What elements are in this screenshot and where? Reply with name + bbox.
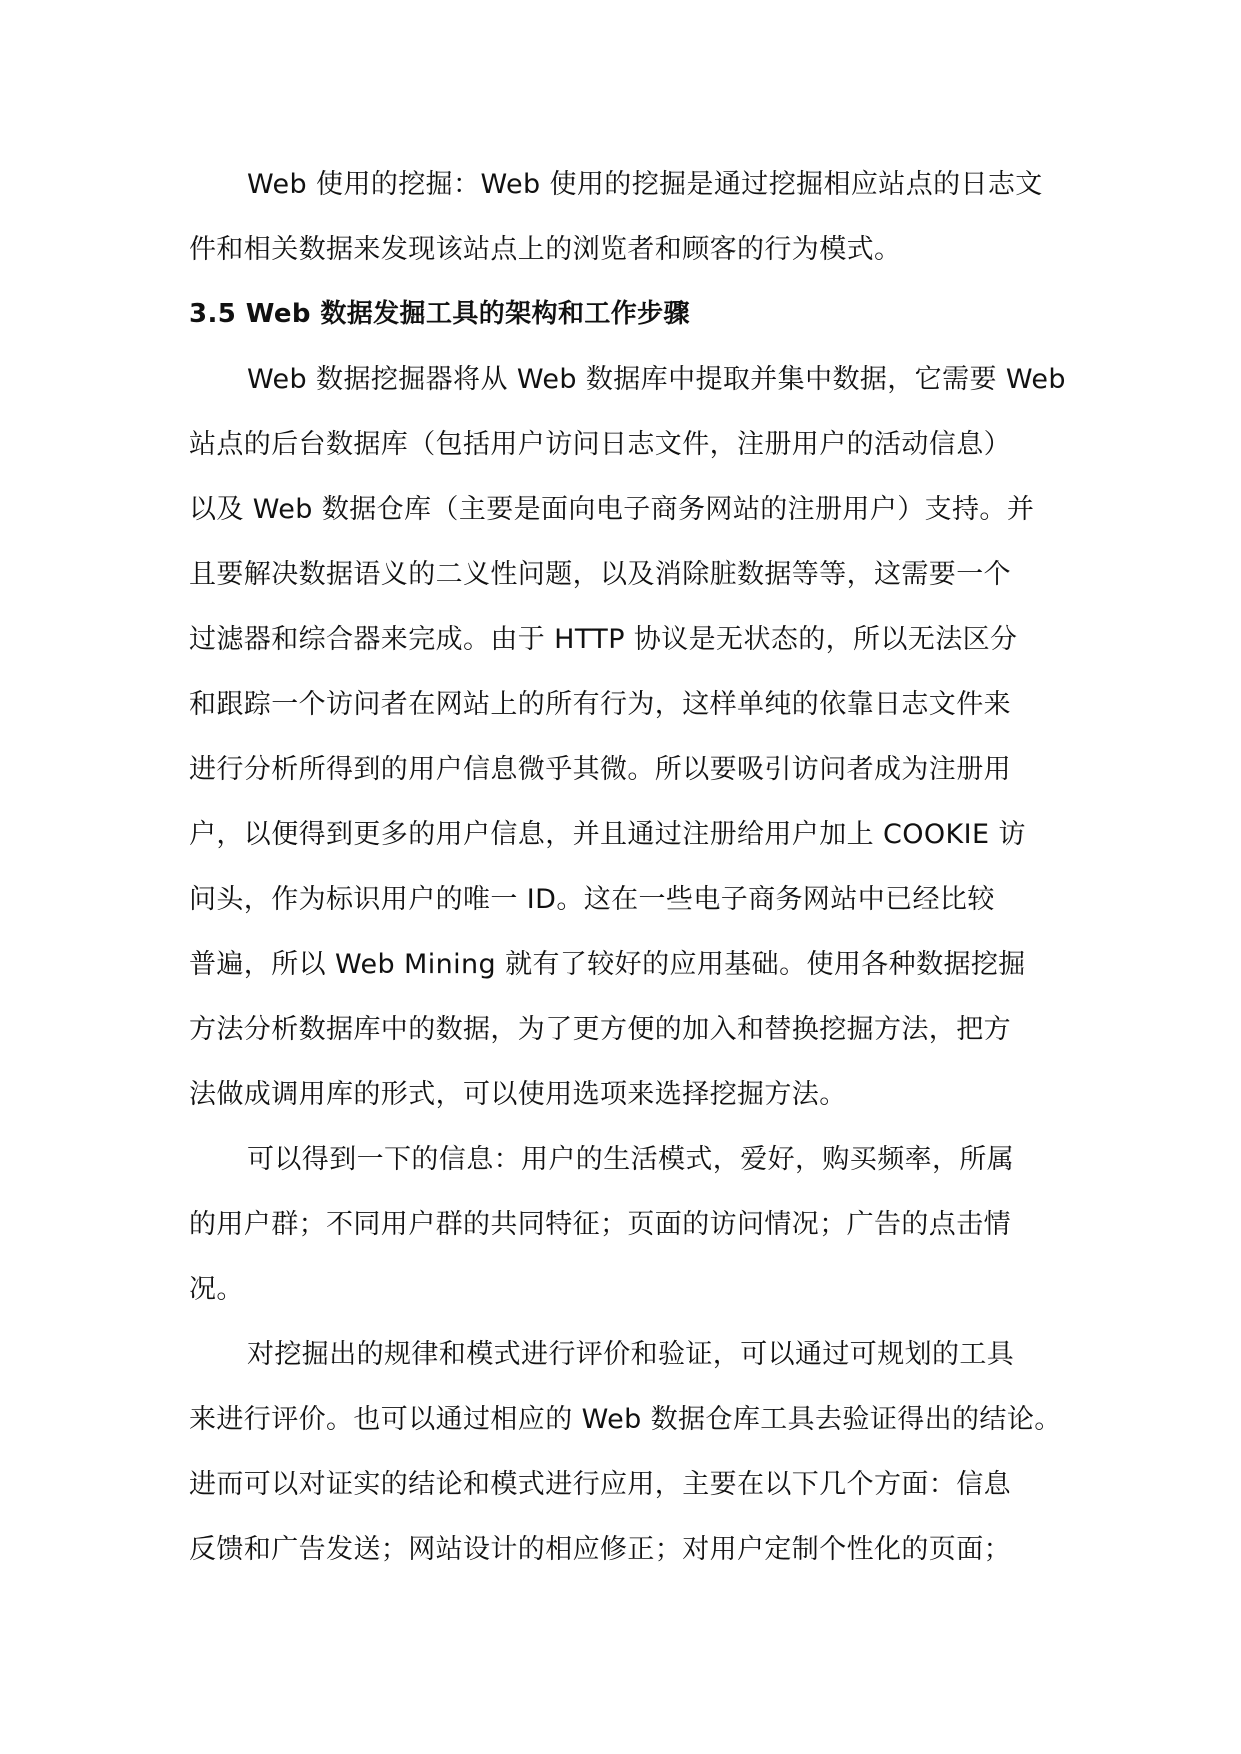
text-line: 进行分析所得到的用户信息微乎其微。所以要吸引访问者成为注册用 [189, 754, 1011, 785]
text-line: Web 使用的挖掘：Web 使用的挖掘是通过挖掘相应站点的日志文 [247, 169, 1043, 200]
text-line: 问头，作为标识用户的唯一 ID。这在一些电子商务网站中已经比较 [189, 884, 995, 915]
paragraph-evaluation [189, 1322, 1069, 1582]
document-body [189, 152, 1069, 1582]
text-line: 过滤器和综合器来完成。由于 HTTP 协议是无状态的，所以无法区分 [189, 624, 1018, 655]
text-line: 的用户群；不同用户群的共同特征；页面的访问情况；广告的点击情 [189, 1209, 1011, 1240]
text-line: 且要解决数据语义的二义性问题，以及消除脏数据等等，这需要一个 [189, 559, 1011, 590]
paragraph-web-data-miner [189, 347, 1069, 1127]
text-line: 况。 [189, 1274, 244, 1305]
text-line: 进而可以对证实的结论和模式进行应用，主要在以下几个方面：信息 [189, 1469, 1011, 1500]
section-heading: 3.5 Web 数据发掘工具的架构和工作步骤 [189, 299, 690, 329]
text-line: 和跟踪一个访问者在网站上的所有行为，这样单纯的依靠日志文件来 [189, 689, 1011, 720]
text-line: 反馈和广告发送；网站设计的相应修正；对用户定制个性化的页面； [189, 1534, 1011, 1565]
text-line: Web 数据挖掘器将从 Web 数据库中提取并集中数据，它需要 Web [247, 364, 1066, 395]
text-line: 方法分析数据库中的数据，为了更方便的加入和替换挖掘方法，把方 [189, 1014, 1011, 1045]
paragraph-obtainable-info [189, 1127, 1069, 1322]
text-line: 普遍，所以 Web Mining 就有了较好的应用基础。使用各种数据挖掘 [189, 949, 1026, 980]
text-line: 户，以便得到更多的用户信息，并且通过注册给用户加上 COOKIE 访 [189, 819, 1026, 850]
text-line: 对挖掘出的规律和模式进行评价和验证，可以通过可规划的工具 [247, 1339, 1015, 1370]
text-line: 法做成调用库的形式，可以使用选项来选择挖掘方法。 [189, 1079, 847, 1110]
text-line: 来进行评价。也可以通过相应的 Web 数据仓库工具去验证得出的结论。 [189, 1404, 1062, 1435]
text-line: 以及 Web 数据仓库（主要是面向电子商务网站的注册用户）支持。并 [189, 494, 1035, 525]
text-line: 件和相关数据来发现该站点上的浏览者和顾客的行为模式。 [189, 234, 902, 265]
text-line: 可以得到一下的信息：用户的生活模式，爱好，购买频率，所属 [247, 1144, 1015, 1175]
paragraph-web-usage-mining [189, 152, 1069, 282]
text-line: 站点的后台数据库（包括用户访问日志文件，注册用户的活动信息） [189, 429, 1011, 460]
